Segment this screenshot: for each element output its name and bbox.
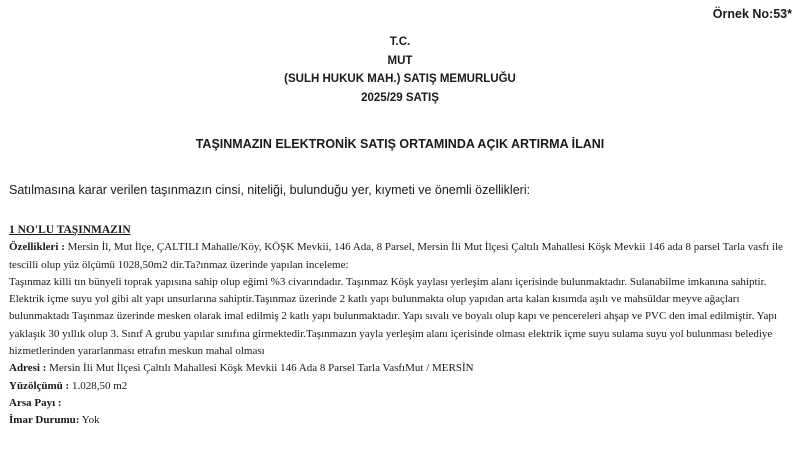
area-label: Yüzölçümü : xyxy=(9,379,70,392)
property-description-continued: hizmetlerinden yararlanması etrafın meskun mahal olması xyxy=(9,345,265,358)
zoning-value: Yok xyxy=(81,414,100,427)
zoning-label: İmar Durumu: xyxy=(9,414,80,427)
share-label: Arsa Payı : xyxy=(9,396,62,409)
property-zoning xyxy=(9,412,791,429)
features-text: Mersin İl, Mut İlçe, ÇALTILI Mahalle/Köy, KÖŞK Mevkii, 146 Ada, 8 Parsel, Mersin İli Mut İlçesi Çaltılı Mahallesi Köşk Mevkii 146 ada 8 parsel Tarla vasfı ile tescilli olup yüz ölçümü 1028,50m2 dir.Ta?ınmaz üzerinde yapılan inceleme: xyxy=(9,241,783,271)
property-share xyxy=(9,395,791,412)
property-heading: 1 NO'LU TAŞINMAZIN xyxy=(9,224,131,236)
property-section xyxy=(9,222,791,430)
area-value: 1.028,50 m2 xyxy=(71,379,128,392)
property-address xyxy=(9,360,791,377)
header-line-office: (SULH HUKUK MAH.) SATIŞ MEMURLUĞU xyxy=(284,73,516,85)
address-label: Adresi : xyxy=(9,362,47,375)
features-label: Özellikleri : xyxy=(9,241,65,254)
property-description: Taşınmaz killi tın bünyeli toprak yapısına sahip olup eğimi %3 civarındadır. Taşınmaz Köşk yaylası yerleşim alanı içerisinde bulunmaktadır. Sulanabilme imkanına sahiptir. Elektrik içme suyu yol gibi alt yapı unsurlarına sahiptir.Taşınmaz üzerinde 2 katlı yapı bulunmakta olup yapıdan arta kalan kısımda aşılı ve mahsüldar meyve ağaçları bulunmaktadı Taşınmaz üzerinde mesken olarak imal edilmiş 2 katlı yapı bulunmaktadır. Yapı sıvalı ve boyalı olup kapı ve pencereleri ahşap ve PVC den imal edilmiştir. Yapı yaklaşık 30 yıllık olup 3. Sınıf A grubu yapılar sınıfına girmektedir.Taşınmazın yayla yerleşim alanı içerisinde olması elektrik içme suyu sulama suyu yol bulunması belediye xyxy=(9,275,777,340)
header-line-tc: T.C. xyxy=(389,36,411,48)
address-value: Mersin İli Mut İlçesi Çaltılı Mahallesi Köşk Mevkii 146 Ada 8 Parsel Tarla VasfıMut / MERSİN xyxy=(49,362,474,375)
document-header xyxy=(0,33,800,107)
header-line-district: MUT xyxy=(387,54,413,67)
form-number: Örnek No:53* xyxy=(712,7,792,21)
document-title: TAŞINMAZIN ELEKTRONİK SATIŞ ORTAMINDA AÇIK ARTIRMA İLANI xyxy=(195,137,605,151)
property-area xyxy=(9,378,791,395)
intro-text: Satılmasına karar verilen taşınmazın cinsi, niteliği, bulunduğu yer, kıymeti ve önemli özellikleri: xyxy=(9,183,531,197)
property-features xyxy=(9,239,791,274)
header-line-case: 2025/29 SATIŞ xyxy=(361,91,439,104)
